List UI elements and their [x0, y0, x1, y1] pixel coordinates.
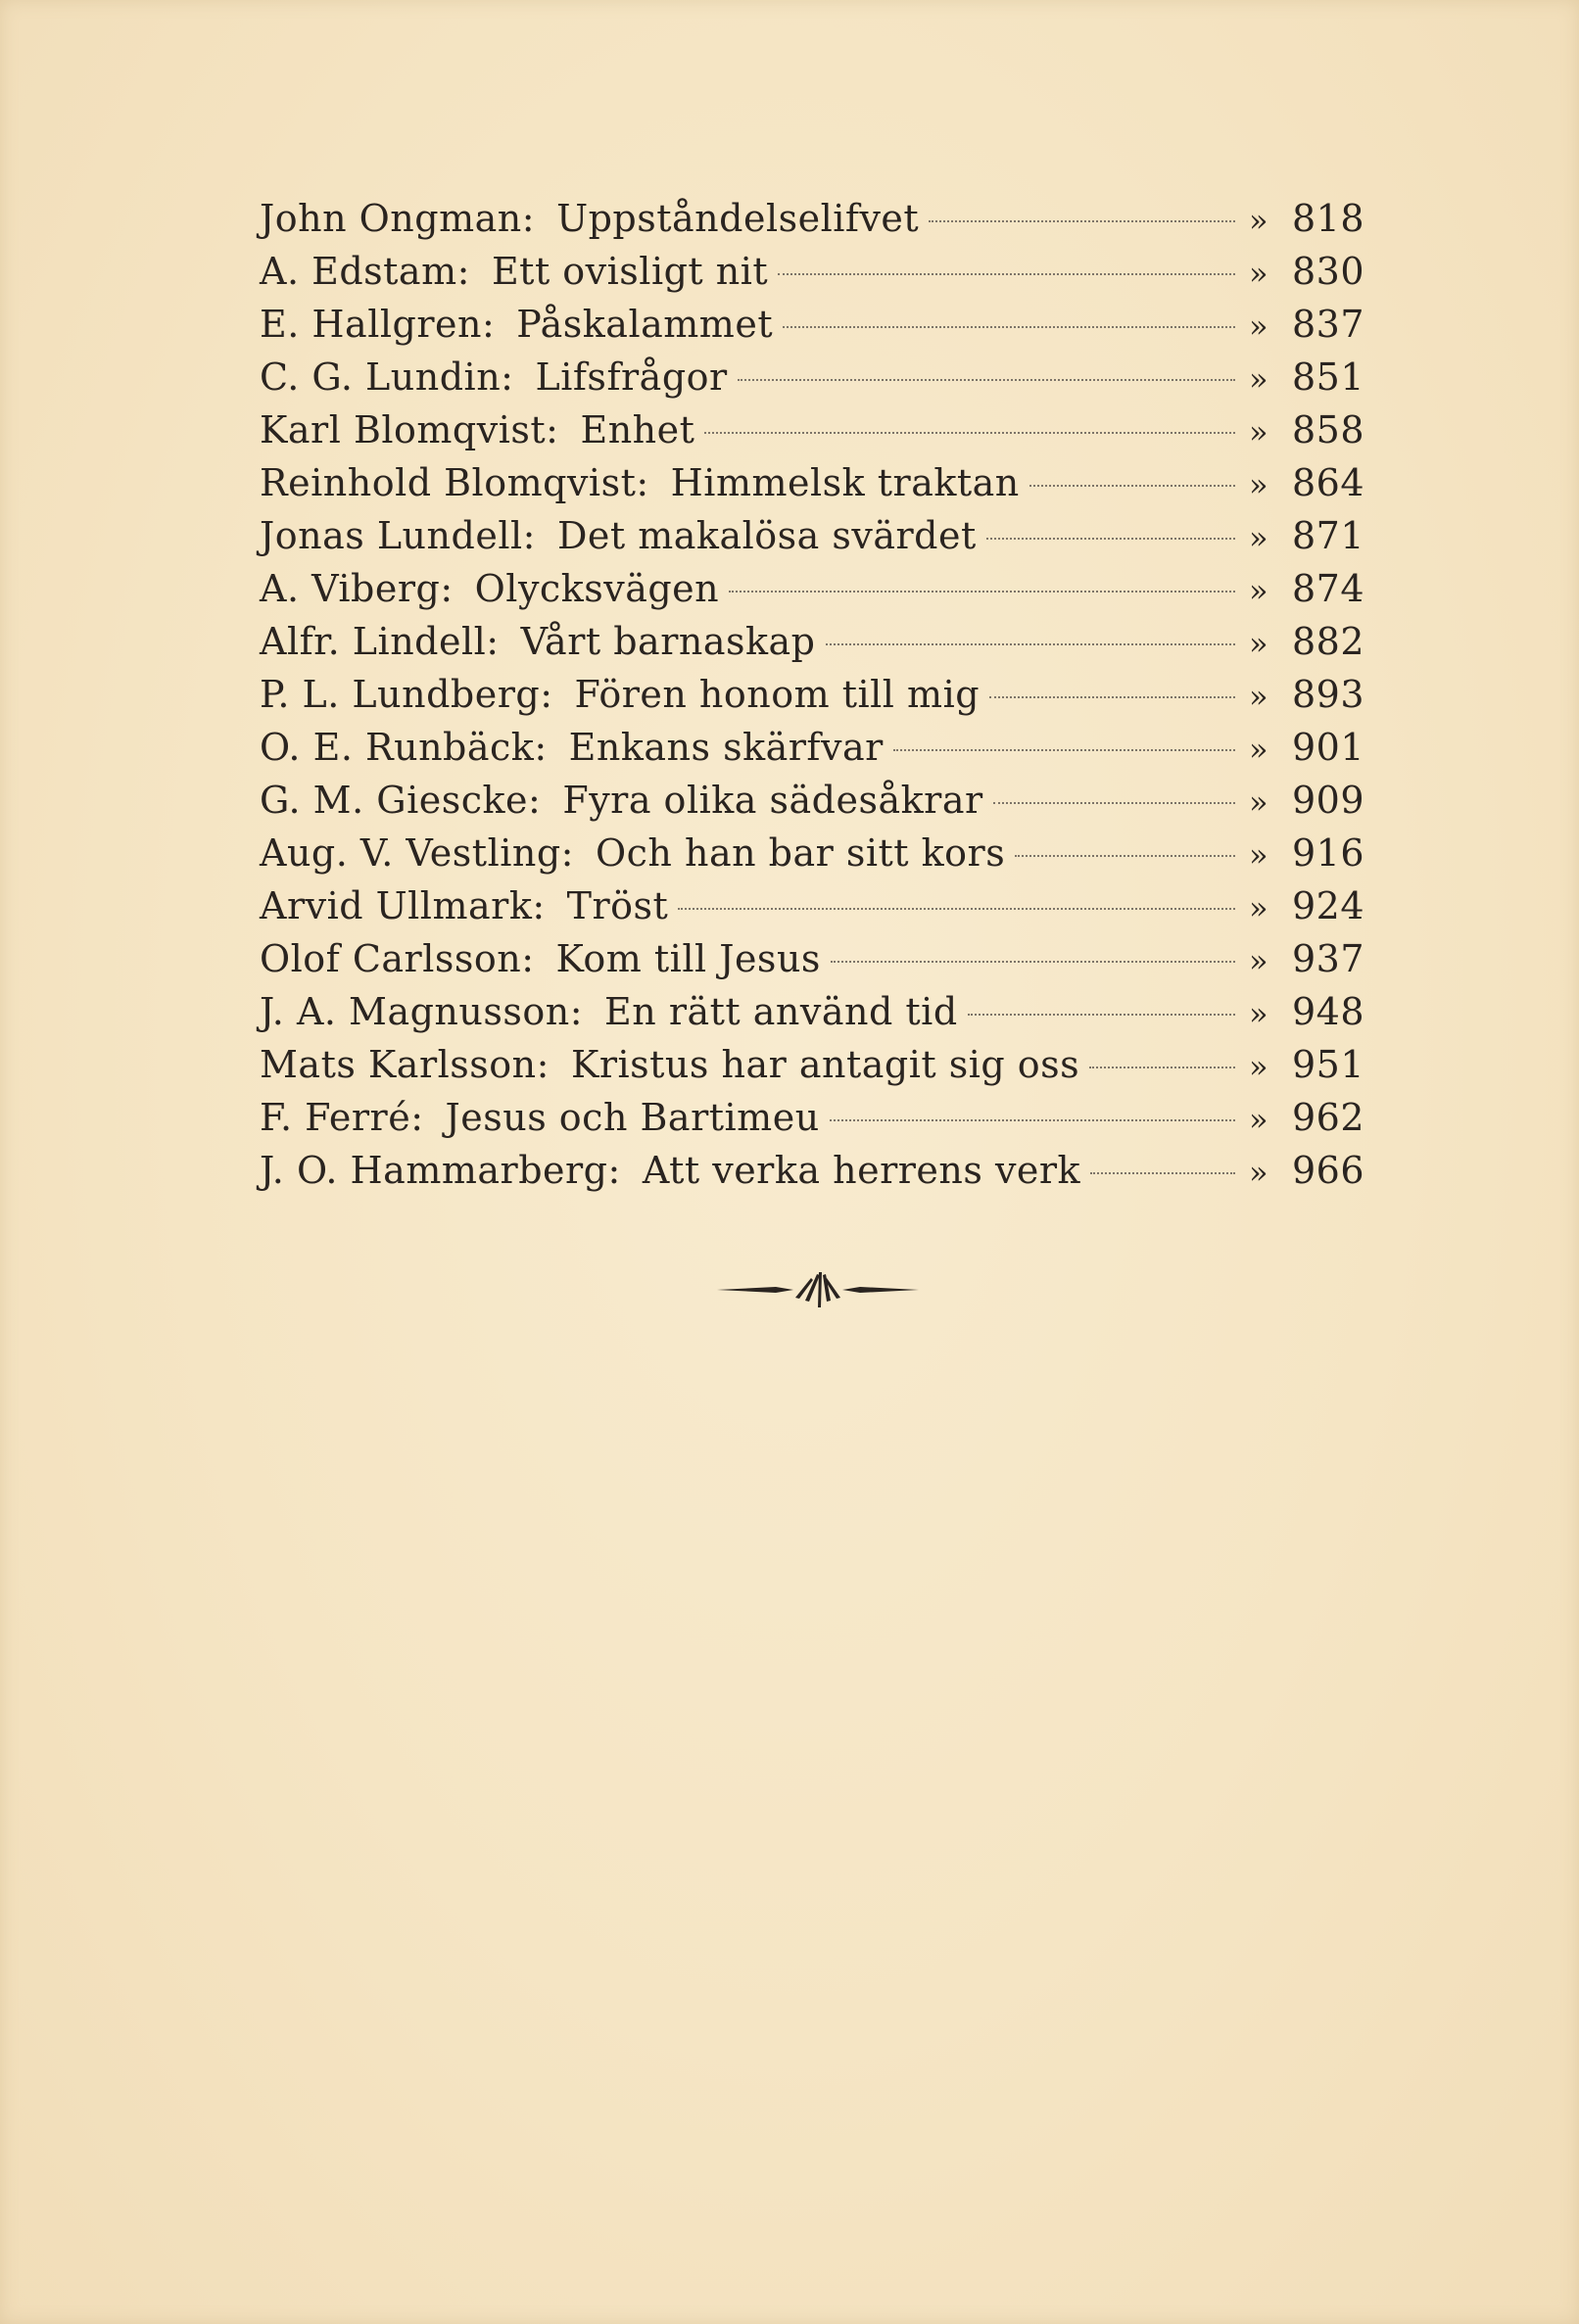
dot-leader [986, 538, 1235, 540]
toc-entry-page: 924 [1292, 884, 1365, 927]
toc-entry-title: Jesus och Bartimeu [445, 1096, 820, 1139]
page-reference-mark: » [1249, 519, 1269, 556]
toc-entry-title: Lifsfrågor [535, 356, 728, 399]
toc-entry [260, 932, 1363, 985]
page-reference-mark: » [1249, 1154, 1269, 1191]
decorative-flourish-icon [715, 1268, 921, 1311]
toc-entry-title: Enkans skärfvar [568, 726, 884, 769]
dot-leader [968, 1014, 1235, 1016]
toc-entry [260, 1144, 1363, 1197]
toc-entry [260, 721, 1363, 774]
toc-entry-author: A. Viberg: [260, 567, 454, 610]
toc-entry-title: Vårt barnaskap [520, 620, 816, 663]
dot-leader [704, 432, 1235, 434]
dot-leader [929, 220, 1235, 222]
page-reference-mark: » [1249, 889, 1269, 926]
page-reference-mark: » [1249, 466, 1269, 503]
toc-entry-title: Himmelsk traktan [670, 461, 1020, 504]
dot-leader [830, 1119, 1235, 1121]
toc-entry [260, 456, 1363, 509]
page-reference-mark: » [1249, 572, 1269, 609]
toc-entry [260, 351, 1363, 403]
toc-entry-title: Tröst [566, 884, 669, 927]
toc-entry [260, 1038, 1363, 1091]
dot-leader [1090, 1172, 1235, 1174]
toc-entry-author: G. M. Giescke: [260, 779, 542, 822]
dot-leader [729, 591, 1235, 593]
dot-leader [1089, 1067, 1235, 1068]
dot-leader [738, 379, 1235, 381]
page-reference-mark: » [1249, 836, 1269, 874]
page-reference-mark: » [1249, 360, 1269, 398]
page-reference-mark: » [1249, 413, 1269, 451]
toc-entry-author: John Ongman: [260, 197, 536, 240]
dot-leader [893, 749, 1235, 751]
toc-entry-title: Olycksvägen [474, 567, 720, 610]
toc-entry-page: 871 [1292, 514, 1365, 557]
page-reference-mark: » [1249, 783, 1269, 821]
toc-entry-page: 851 [1292, 356, 1365, 399]
toc-entry-page: 882 [1292, 620, 1365, 663]
toc-entry [260, 192, 1363, 245]
toc-entry-author: J. A. Magnusson: [260, 990, 584, 1033]
toc-entry-author: Arvid Ullmark: [260, 884, 546, 927]
dot-leader [831, 961, 1235, 963]
page-reference-mark: » [1249, 995, 1269, 1032]
toc-entry-author: P. L. Lundberg: [260, 673, 553, 716]
toc-entry-title: Enhet [580, 408, 695, 451]
dot-leader [826, 643, 1236, 645]
toc-entry-author: Alfr. Lindell: [260, 620, 500, 663]
toc-entry [260, 245, 1363, 298]
toc-entry-page: 864 [1292, 461, 1365, 504]
toc-entry-title: Påskalammet [516, 303, 774, 346]
toc-entry-title: Kom till Jesus [555, 937, 821, 980]
dot-leader [1029, 485, 1235, 487]
toc-entry-author: O. E. Runbäck: [260, 726, 548, 769]
toc-entry [260, 985, 1363, 1038]
toc-entry-title: Det makalösa svärdet [556, 514, 977, 557]
toc-entry-title: Att verka herrens verk [642, 1149, 1081, 1192]
toc-entry [260, 879, 1363, 932]
toc-entry-page: 893 [1292, 673, 1365, 716]
toc-entry-title: En rätt använd tid [604, 990, 958, 1033]
toc-entry-page: 830 [1292, 250, 1365, 293]
toc-entry-page: 966 [1292, 1149, 1365, 1192]
page-reference-mark: » [1249, 678, 1269, 715]
toc-entry [260, 774, 1363, 827]
dot-leader [1015, 855, 1235, 857]
toc-entry-author: E. Hallgren: [260, 303, 496, 346]
toc-entry-title: Kristus har antagit sig oss [570, 1043, 1080, 1086]
dot-leader [778, 273, 1235, 275]
dot-leader [783, 326, 1235, 328]
toc-entry-page: 951 [1292, 1043, 1365, 1086]
toc-entry-title: Fören honom till mig [574, 673, 981, 716]
toc-entry-author: Olof Carlsson: [260, 937, 535, 980]
page-reference-mark: » [1249, 255, 1269, 292]
toc-entry [260, 298, 1363, 351]
page-reference-mark: » [1249, 942, 1269, 979]
toc-entry [260, 403, 1363, 456]
toc-entry-title: Ett ovisligt nit [491, 250, 769, 293]
toc-entry-page: 858 [1292, 408, 1365, 451]
toc-entry-page: 874 [1292, 567, 1365, 610]
toc-entry-title: Uppståndelselifvet [556, 197, 920, 240]
toc-entry-author: Mats Karlsson: [260, 1043, 550, 1086]
dot-leader [989, 696, 1235, 698]
toc-entry-author: Reinhold Blomqvist: [260, 461, 649, 504]
dot-leader [678, 908, 1235, 910]
toc-entry-author: Karl Blomqvist: [260, 408, 559, 451]
page-reference-mark: » [1249, 625, 1269, 662]
toc-entry-page: 937 [1292, 937, 1365, 980]
toc-entry-author: C. G. Lundin: [260, 356, 514, 399]
toc-entry-page: 948 [1292, 990, 1365, 1033]
toc-entry-page: 837 [1292, 303, 1365, 346]
toc-entry [260, 827, 1363, 879]
toc-entry-page: 901 [1292, 726, 1365, 769]
toc-entry-author: F. Ferré: [260, 1096, 424, 1139]
toc-entry [260, 615, 1363, 668]
page-reference-mark: » [1249, 308, 1269, 345]
table-of-contents [260, 192, 1363, 1197]
toc-entry-author: A. Edstam: [260, 250, 470, 293]
dot-leader [993, 802, 1235, 804]
toc-entry [260, 1091, 1363, 1144]
page-reference-mark: » [1249, 1048, 1269, 1085]
toc-entry-page: 909 [1292, 779, 1365, 822]
toc-entry-title: Fyra olika sädesåkrar [562, 779, 983, 822]
toc-entry-author: Aug. V. Vestling: [260, 831, 574, 875]
toc-entry [260, 668, 1363, 721]
page-reference-mark: » [1249, 202, 1269, 239]
toc-entry-page: 818 [1292, 197, 1365, 240]
page-reference-mark: » [1249, 731, 1269, 768]
toc-entry [260, 509, 1363, 562]
toc-entry-title: Och han bar sitt kors [595, 831, 1006, 875]
page-reference-mark: » [1249, 1101, 1269, 1138]
toc-entry-page: 916 [1292, 831, 1365, 875]
toc-entry-page: 962 [1292, 1096, 1365, 1139]
toc-entry-author: J. O. Hammarberg: [260, 1149, 621, 1192]
toc-entry-author: Jonas Lundell: [260, 514, 536, 557]
toc-entry [260, 562, 1363, 615]
